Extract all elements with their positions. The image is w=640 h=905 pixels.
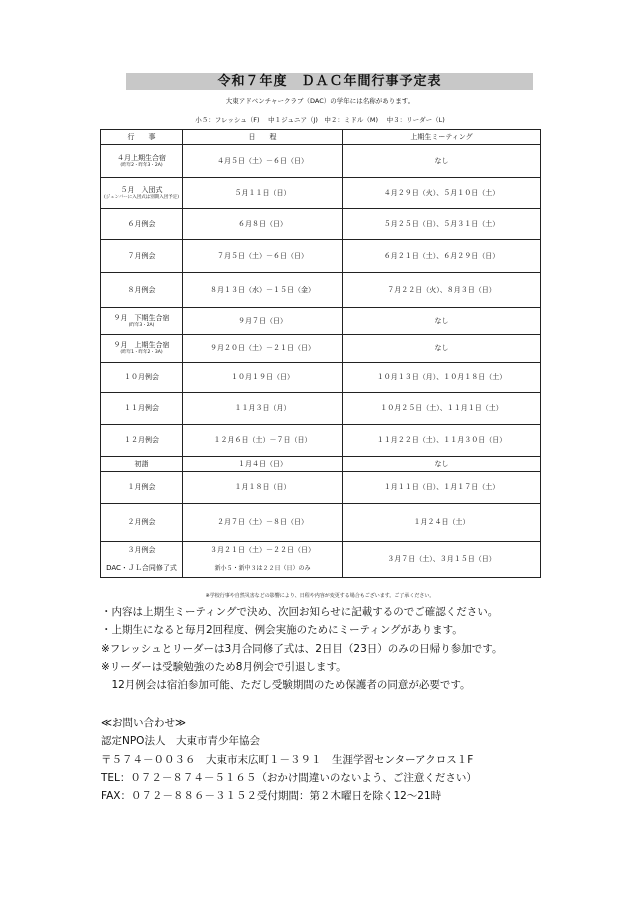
meeting-cell: １月１１日（日）、１月１７日（土） bbox=[343, 472, 541, 504]
meeting-cell: ６月２１日（土）、６月２９日（日） bbox=[343, 240, 541, 273]
table-row bbox=[101, 472, 541, 504]
table-row bbox=[101, 504, 541, 542]
note-item: ※フレッシュとリーダーは3月合同修了式は、2日目（23日）のみの日帰り参加です。 bbox=[101, 642, 503, 655]
table-row bbox=[101, 308, 541, 335]
table-row bbox=[101, 425, 541, 457]
header-date: 日 程 bbox=[183, 130, 343, 145]
table-row bbox=[101, 240, 541, 273]
date-cell: ９月７日（日） bbox=[183, 308, 343, 335]
meeting-cell: １０月１３日（月）、１０月１８日（土） bbox=[343, 363, 541, 393]
meeting-cell: ７月２２日（火）、８月３日（日） bbox=[343, 273, 541, 308]
event-cell: １月例会 bbox=[101, 472, 183, 504]
event-cell: 初詣 bbox=[101, 457, 183, 472]
date-cell: ２月７日（土）－８日（日） bbox=[183, 504, 343, 542]
date-cell: １０月１９日（日） bbox=[183, 363, 343, 393]
table-row bbox=[101, 145, 541, 178]
date-cell: ８月１３日（水）－１５日（金） bbox=[183, 273, 343, 308]
date-cell: １１月３日（月） bbox=[183, 393, 343, 425]
date-cell: １月１８日（日） bbox=[183, 472, 343, 504]
event-cell: １２月例会 bbox=[101, 425, 183, 457]
date-cell-march: ３月２１日（土）－２２日（日） bbox=[183, 542, 343, 560]
meeting-cell: なし bbox=[343, 335, 541, 363]
meeting-cell: １１月２２日（土）、１１月３０日（日） bbox=[343, 425, 541, 457]
notes-list bbox=[101, 603, 631, 694]
table-row bbox=[101, 209, 541, 240]
header-meeting: 上期生ミーティング bbox=[343, 130, 541, 145]
table-row bbox=[101, 178, 541, 209]
date-cell: ７月５日（土）－６日（日） bbox=[183, 240, 343, 273]
contact-heading: ≪お問い合わせ≫ bbox=[101, 717, 186, 729]
page-title: 令和７年度 ＤＡＣ年間行事予定表 bbox=[126, 73, 533, 90]
event-cell: ８月例会 bbox=[101, 273, 183, 308]
date-cell: ４月５日（土）－６日（日） bbox=[183, 145, 343, 178]
meeting-cell: １月２４日（土） bbox=[343, 504, 541, 542]
table-note: ※学校行事や自然災害などの影響により、日程や内容が変更する場合もございます。ご了承ください。 bbox=[205, 593, 435, 599]
event-cell: ５月 入団式 (ジュンバーに入団式は別期入団予定) bbox=[101, 178, 183, 209]
note-item: ※リーダーは受験勉強のため8月例会で引退します。 bbox=[101, 660, 347, 673]
event-cell-march: ３月例会 bbox=[101, 542, 183, 560]
date-cell: ９月２０日（土）－２１日（日） bbox=[183, 335, 343, 363]
date-cell: １月４日（日） bbox=[183, 457, 343, 472]
event-cell: ７月例会 bbox=[101, 240, 183, 273]
meeting-cell: ５月２５日（日）、５月３１日（土） bbox=[343, 209, 541, 240]
contact-address: 〒５７４－００３６ 大東市末広町１－３９１ 生涯学習センターアクロス１F bbox=[101, 753, 474, 766]
subtitle: 大東アドベンチャークラブ（DAC）の学年には名称があります。 bbox=[225, 97, 415, 105]
contact-fax: FAX：０７２－８８６－３１５２受付期間：第２木曜日を除く12～21時 bbox=[101, 790, 442, 803]
note-item: ・内容は上期生ミーティングで決め、次回お知らせに記載するのでご確認ください。 bbox=[101, 606, 499, 618]
schedule-table bbox=[100, 129, 541, 578]
event-cell: １０月例会 bbox=[101, 363, 183, 393]
note-item: 12月例会は宿泊参加可能、ただし受験期間のため保護者の同意が必要です。 bbox=[101, 679, 471, 692]
date-cell-march-2: 新小５・新中３は２２日（日）のみ bbox=[183, 560, 343, 578]
table-row bbox=[101, 457, 541, 472]
contact-org: 認定NPO法人 大東市青少年協会 bbox=[101, 735, 260, 748]
table-row bbox=[101, 393, 541, 425]
event-cell: １１月例会 bbox=[101, 393, 183, 425]
table-header-row bbox=[101, 130, 541, 145]
date-cell: １２月６日（土）－７日（日） bbox=[183, 425, 343, 457]
meeting-cell: なし bbox=[343, 308, 541, 335]
meeting-cell: なし bbox=[343, 457, 541, 472]
note-item: ・上期生になると毎月2回程度、例会実施のためにミーティングがあります。 bbox=[101, 624, 463, 637]
table-row-march bbox=[101, 542, 541, 560]
contact-block bbox=[101, 714, 631, 805]
event-cell: ４月上期生合宿 (昨年2・昨年3・2A) bbox=[101, 145, 183, 178]
grade-levels: 小５：フレッシュ（F) 中１ジュニア（J) 中２：ミドル（M) 中３：リーダー（L) bbox=[195, 116, 445, 124]
meeting-cell: ４月２９日（火）、５月１０日（土） bbox=[343, 178, 541, 209]
table-row bbox=[101, 335, 541, 363]
event-cell: ６月例会 bbox=[101, 209, 183, 240]
event-cell: ９月 下期生合宿 (昨年3・2A) bbox=[101, 308, 183, 335]
event-cell: ２月例会 bbox=[101, 504, 183, 542]
contact-tel: TEL：０７２－８７４－５１６５（おかけ間違いのないよう、ご注意ください） bbox=[101, 771, 477, 784]
table-row bbox=[101, 363, 541, 393]
event-cell: ９月 上期生合宿 (昨年1・昨年2・3A) bbox=[101, 335, 183, 363]
event-cell-march-2: DAC・ＪＬ合同修了式 bbox=[101, 560, 183, 578]
table-row bbox=[101, 273, 541, 308]
date-cell: ５月１１日（日） bbox=[183, 178, 343, 209]
meeting-cell: １０月２５日（土）、１１月１日（土） bbox=[343, 393, 541, 425]
date-cell: ６月８日（日） bbox=[183, 209, 343, 240]
meeting-cell-march: ３月７日（土）、３月１５日（日） bbox=[343, 542, 541, 578]
header-event: 行 事 bbox=[101, 130, 183, 145]
meeting-cell: なし bbox=[343, 145, 541, 178]
